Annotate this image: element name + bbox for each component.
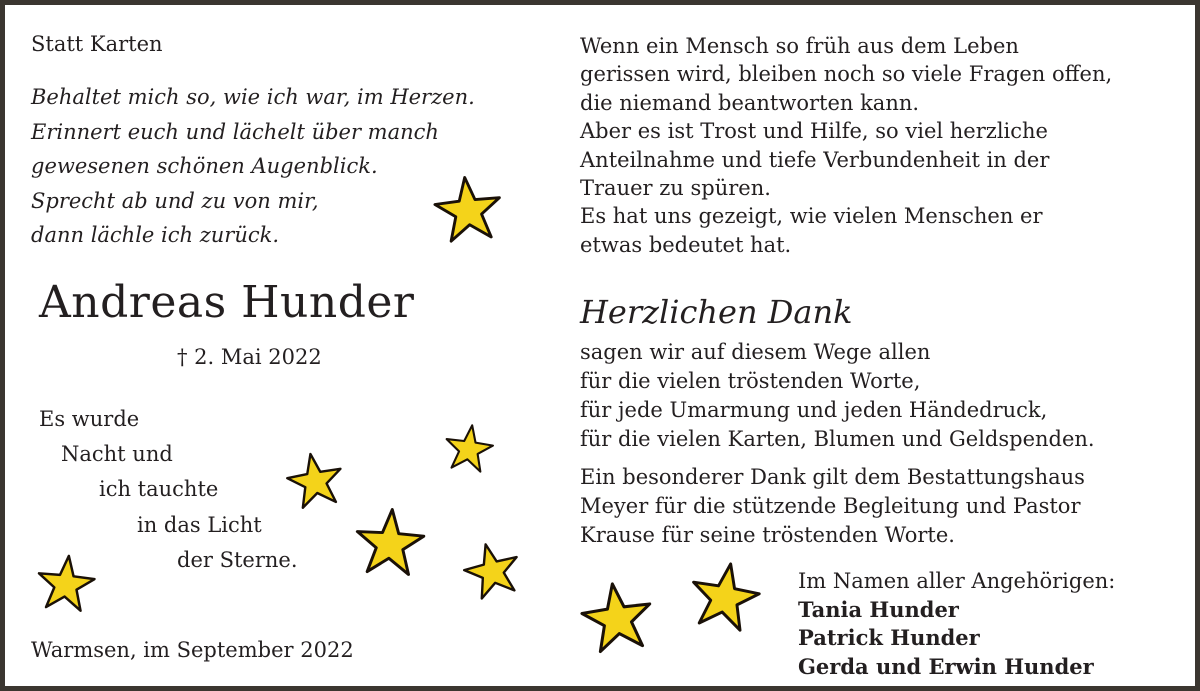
signoff-intro: Im Namen aller Angehörigen: <box>798 569 1116 593</box>
special-thanks-line: Krause für seine tröstenden Worte. <box>580 523 955 547</box>
thanks-text <box>580 338 1095 454</box>
poem-line: Erinnert euch und lächelt über manch <box>31 119 439 144</box>
special-thanks-line: Meyer für die stützende Begleitung und Pastor <box>580 494 1081 518</box>
intro-line: Anteilnahme und tiefe Verbundenheit in der <box>580 147 1050 172</box>
star-icon <box>577 579 657 655</box>
signoff <box>798 567 1115 681</box>
poem-line: Behaltet mich so, wie ich war, im Herzen. <box>31 85 475 109</box>
poem <box>31 80 475 253</box>
stair-text-line: Nacht und <box>61 442 173 466</box>
signoff-name: Patrick Hunder <box>798 625 980 651</box>
special-thanks-line: Ein besonderer Dank gilt dem Bestattungshaus <box>580 465 1085 489</box>
signoff-name: Tania Hunder <box>798 596 959 622</box>
poem-line: dann lächle ich zurück. <box>31 223 280 247</box>
intro-line: etwas bedeutet hat. <box>580 232 792 257</box>
signoff-name: Gerda und Erwin Hunder <box>798 653 1094 679</box>
star-icon <box>283 450 347 510</box>
thanks-line: für die vielen tröstenden Worte, <box>580 369 921 393</box>
stair-text-line: ich tauchte <box>99 477 219 501</box>
star-icon <box>350 505 430 579</box>
place-date: Warmsen, im September 2022 <box>31 638 354 662</box>
intro-line: Trauer zu spüren. <box>580 176 771 201</box>
star-icon <box>685 559 765 633</box>
stair-text-line: in das Licht <box>137 513 262 537</box>
thanks-line: sagen wir auf diesem Wege allen <box>580 340 931 364</box>
intro-line: Wenn ein Mensch so früh aus dem Leben <box>580 34 1019 58</box>
thanks-heading: Herzlichen Dank <box>580 293 853 331</box>
statt-karten-label: Statt Karten <box>31 32 163 56</box>
intro-line: Aber es ist Trost und Hilfe, so viel herzliche <box>580 119 1048 144</box>
intro-line: die niemand beantworten kann. <box>580 90 920 115</box>
poem-line: Sprecht ab und zu von mir, <box>31 188 319 213</box>
star-icon <box>428 173 508 245</box>
intro-line: Es hat uns gezeigt, wie vielen Menschen er <box>580 204 1043 229</box>
star-icon <box>460 540 524 600</box>
intro-text <box>580 32 1112 259</box>
star-icon <box>33 552 99 614</box>
thanks-line: für die vielen Karten, Blumen und Geldspenden. <box>580 427 1095 451</box>
deceased-name: Andreas Hunder <box>39 277 415 328</box>
date-of-death: † 2. Mai 2022 <box>177 345 322 369</box>
star-icon <box>442 422 496 474</box>
stair-text-line: der Sterne. <box>177 548 298 572</box>
special-thanks-text <box>580 463 1085 550</box>
poem-line: gewesenen schönen Augenblick. <box>31 154 378 178</box>
stair-text-line: Es wurde <box>39 407 140 431</box>
thanks-line: für jede Umarmung und jeden Händedruck, <box>580 398 1048 422</box>
intro-line: gerissen wird, bleiben noch so viele Fragen offen, <box>580 62 1113 87</box>
